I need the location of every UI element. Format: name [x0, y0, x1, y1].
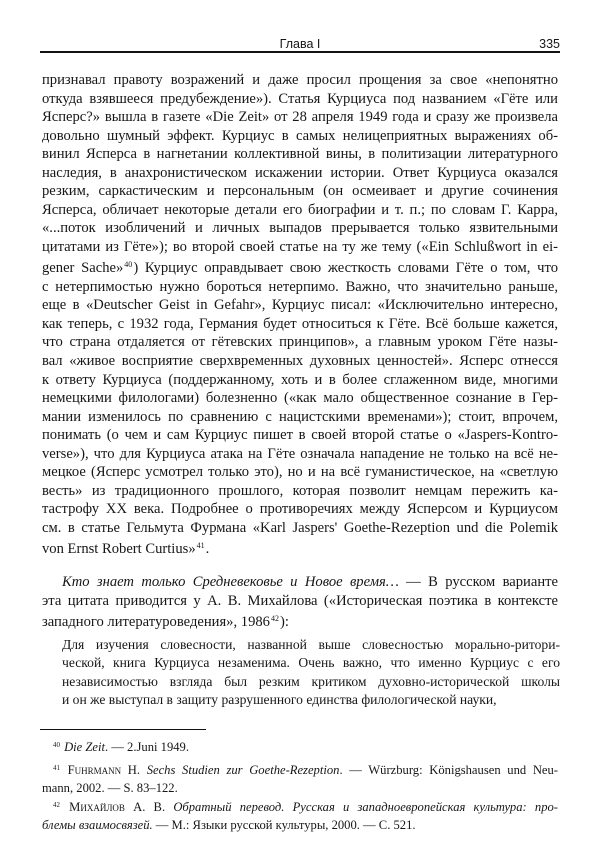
text-run: ) Курциус оправдывает свою жесткость словами Гёте о том, что: [133, 260, 558, 277]
text-line: [42, 219, 558, 238]
text-line: [42, 333, 558, 352]
footnote-42: [42, 797, 558, 834]
text-run: мании изменилось по сравнению с нацистскими временами»); стоит, впрочем,: [42, 408, 558, 425]
text-run: цитатами из Гёте»); во второй своей статье на ту же тему («Ein Schlußwort in ei-: [42, 238, 558, 255]
text-run: gener Sache»: [42, 260, 124, 277]
text-run: и он же выступал в защиту разрушенного единства филологической науки,: [62, 692, 497, 708]
footnote-ref: 41: [53, 765, 60, 772]
text-run: .: [205, 541, 210, 558]
text-line: [42, 182, 558, 201]
text-run: . — Würzburg: Königshausen und Neu-: [339, 763, 558, 778]
text-line: [42, 371, 558, 390]
text-line: [62, 654, 560, 672]
text-run: [140, 763, 147, 777]
chapter-title: Глава I: [279, 37, 321, 51]
text-run: еще в «Deutscher Geist in Gefahr», Курциус писал: «Исключительно интересно,: [42, 297, 558, 314]
text-run: «...поток изобличений и личных выпадов прерывается только язвительными: [42, 220, 558, 237]
text-run: вал «живое восприятие сверхвременных духовных ценностей». Ясперс отнесся: [42, 353, 558, 370]
text-line: [42, 797, 558, 817]
text-line: [42, 426, 558, 445]
text-run: довольно шумный эффект. Курциус в самых нелицеприятных выражениях об-: [42, 127, 558, 144]
text-run: von Ernst Robert Curtius»: [42, 541, 196, 558]
text-run: мецкое (Ясперс усмотрел только это), но и на всё гуманистическое, на «светлую: [42, 464, 558, 481]
text-run: Fuhrmann H.: [67, 763, 141, 778]
text-run: [61, 800, 69, 814]
text-run: см. в статье Гельмута Фурмана «Karl Jaspers' Goethe-Rezeption und die Polemik: [42, 519, 558, 536]
text-line: [62, 691, 560, 709]
second-paragraph: [42, 573, 558, 631]
footnote-ref: 42: [270, 614, 279, 624]
text-line: [42, 71, 558, 90]
text-run: понимать (о чем и сам Курциус пишет в своей второй статье о «Jaspers-Kontro-: [42, 427, 558, 444]
footnote-ref: 41: [196, 541, 205, 551]
text-run: наследия, в анахронистическом искажении истории. Ответ Курциуса оказался: [42, 164, 558, 181]
text-line: [62, 673, 560, 691]
text-run: независимостью взгляда был резким критиком духовно-исторической школы: [62, 673, 560, 689]
text-run: что страна отдаляется от гётевских принципов», а главным уроком Гёте назы-: [42, 334, 558, 351]
text-line: [42, 500, 558, 519]
text-run: ):: [279, 613, 289, 630]
text-line: [42, 463, 558, 482]
text-run: с нетерпимостью нужно бороться нетерпимо. Важно, что значительно раньше,: [42, 278, 558, 295]
text-run: ческой, книга Курциуса незаменима. Очень важно, что именно Курциус с его: [62, 655, 560, 671]
page-number: 335: [539, 37, 560, 51]
text-line: [42, 256, 558, 277]
text-run: западного литературоведения», 1986: [42, 613, 270, 630]
text-line: [42, 445, 558, 464]
text-run: Sechs Studien zur Goethe-Rezeption: [146, 763, 340, 778]
text-run: откуда взявшееся предубеждение»). Статья Курциуса под названием «Гёте или: [42, 90, 558, 107]
text-line: [62, 636, 560, 654]
text-run: . — 2.Juni 1949.: [105, 740, 189, 755]
text-line: [42, 127, 558, 146]
block-quote: [62, 636, 560, 710]
text-line: [42, 737, 558, 757]
text-run: блемы взаимосвязей.: [42, 817, 153, 832]
text-run: резким, саркастическим и персональным (он осмеивает и другие сочинения: [42, 183, 558, 200]
main-paragraph: [42, 71, 558, 559]
text-run: немецкими филологами) болезненно («как мало общественное сознание в Гер-: [42, 390, 558, 407]
text-line: [42, 90, 558, 109]
text-run: Михайлов А. В.: [69, 800, 166, 815]
text-run: тастрофу XX века. Подробнее о противоречиях между Ясперсом и Курциусом: [42, 501, 558, 518]
text-line: [42, 201, 558, 220]
text-run: Ясперса, обличает некоторые детали его биографии и т. п.; по словам Г. Карра,: [42, 201, 558, 218]
text-line: [42, 278, 558, 297]
text-run: эта цитата приводится у А. В. Михайлова («Историческая поэтика в контексте: [42, 592, 558, 609]
footnote-ref: 42: [53, 802, 60, 809]
text-run: Кто знает только Средневековье и Новое время…: [62, 574, 399, 590]
footnote-ref: 40: [53, 742, 60, 749]
text-line: [42, 389, 558, 408]
text-line: [42, 537, 558, 558]
text-line: [42, 519, 558, 538]
text-line: [42, 108, 558, 127]
text-line: [42, 408, 558, 427]
text-line: [42, 238, 558, 257]
text-run: Ясперс?» вышла в газете «Die Zeit» от 28 апреля 1949 года и сразу же произвела: [42, 109, 558, 126]
text-line: [42, 817, 558, 835]
text-line: [42, 352, 558, 371]
text-line: [42, 145, 558, 164]
text-line: [42, 760, 558, 780]
text-run: Die Zeit: [64, 740, 106, 755]
text-line: [42, 164, 558, 183]
text-line: [42, 482, 558, 501]
text-line: [42, 610, 558, 631]
text-run: Обратный перевод. Русская и западноевропейская культура: про-: [173, 800, 558, 815]
footnote-41: [42, 760, 558, 797]
footnote-rule: [40, 729, 206, 730]
text-run: весть» из традиционного прошлого, которая позволит немцам пережить ка-: [42, 482, 558, 499]
text-run: Для изучения словесности, названной выше словесностью морально-ритори-: [62, 637, 560, 652]
text-line: [42, 780, 558, 798]
text-run: mann, 2002. — S. 83–122.: [42, 780, 178, 795]
text-run: [61, 763, 68, 777]
text-line: [42, 296, 558, 315]
text-run: признавал правоту возражений и даже просил прощения за свое «непонятно: [42, 72, 558, 88]
text-line: [42, 573, 558, 592]
text-run: винил Ясперса в нагнетании коллективной вины, в политизации литературного: [42, 146, 558, 163]
footnote-40: [42, 737, 558, 757]
text-run: verse»), что для Курциуса атака на Гёте означала нападение не только на всё не-: [42, 445, 558, 462]
text-run: — М.: Языки русской культуры, 2000. — С. 521.: [152, 817, 416, 832]
text-run: — В русском варианте: [398, 574, 558, 590]
text-line: [42, 592, 558, 611]
text-run: как теперь, с 1932 года, Германия будет относиться к Гёте. Всё больше кажется,: [42, 315, 558, 332]
text-line: [42, 315, 558, 334]
text-run: к ответу Курциуса (поддержанному, хоть и в более сглаженном виде, многими: [42, 371, 558, 388]
header-rule: [40, 51, 560, 53]
footnote-ref: 40: [124, 260, 133, 270]
